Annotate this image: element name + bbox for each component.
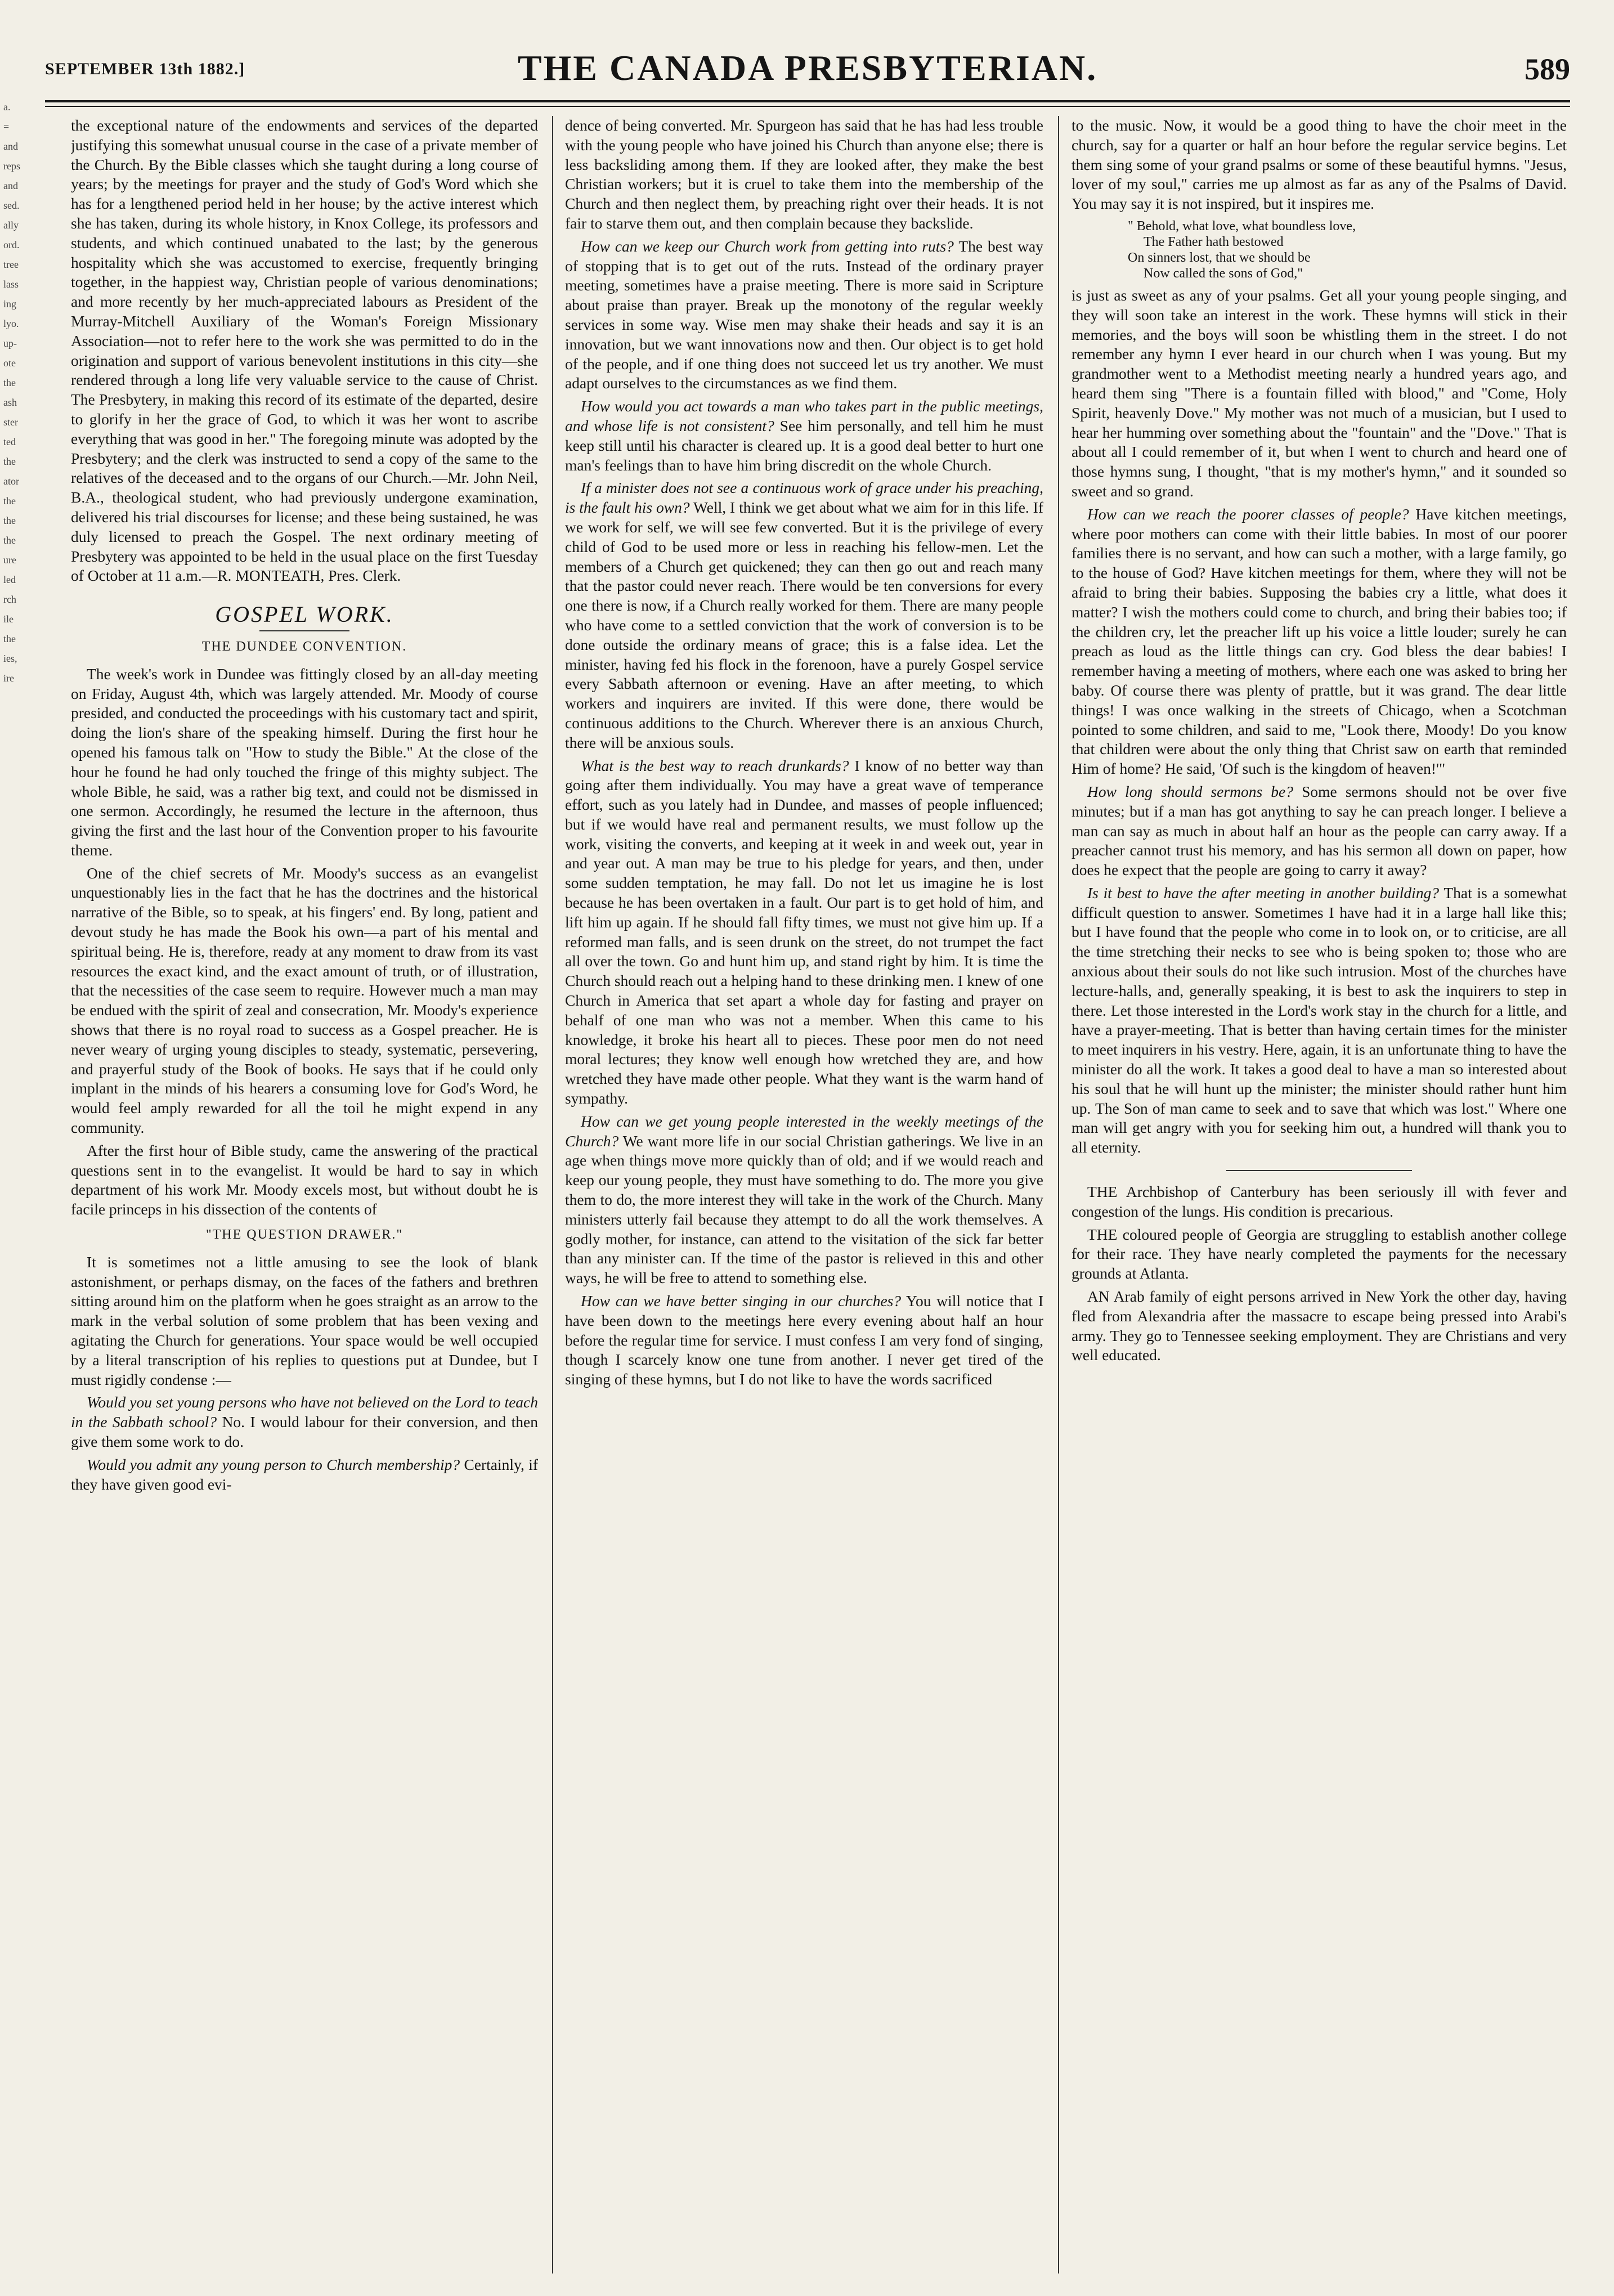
margin-fragment: ure [3, 554, 16, 566]
column-2 [565, 116, 1043, 2273]
column-divider-1 [552, 116, 553, 2273]
margin-fragment: led [3, 574, 16, 585]
margin-fragment: the [3, 535, 16, 546]
answer-text: That is a somewhat difficult question to answer. Sometimes I have had it in a large hall like this; but I have found that the people who come in to look on, or to criticise, are all the time stretching their necks to see who is being spoken to; those who are anxious about their souls do not like such intrusion. Most of the churches have lecture-halls, and, generally speaking, it is best to ask the inquirers to step in there. Let those interested in the Lord's work stay in the church for a little, and have a prayer-meeting. That is better than having certain times for the minister to meet inquirers in his vestry. Here, again, it is an unfortunate thing to have the minister do all the work. It takes a good deal to have a man so interested about his soul that he will hunt up the minister; the minister should rather hunt him up. The Son of man came to seek and to save that which was lost." Where one man will get angry with you for seeking him out, a hundred will thank you to all eternity. [1071, 884, 1567, 1156]
answer-text: See him personally, and tell him he must keep still until his character is cleared up. It is a good deal better to hurt one man's feelings than to have him bring discredit on the whole Church. [565, 416, 1043, 474]
margin-fragment: and [3, 141, 18, 152]
news-item: THE coloured people of Georgia are struggling to establish another college for their race. They have nearly completed the payments for the necessary grounds at Atlanta. [1071, 1225, 1567, 1282]
news-item: AN Arab family of eight persons arrived in New York the other day, having fled from Alexandria after the massacre to escape being pressed into Arabi's army. They go to Tennessee seeking employment. They are Christians and very well educated. [1071, 1288, 1567, 1364]
margin-fragment: the [3, 377, 16, 388]
margin-fragment: the [3, 495, 16, 506]
qa-item [565, 478, 1043, 752]
margin-fragment: ash [3, 397, 17, 408]
question-text: Is it best to have the after meeting in another building? [1087, 884, 1440, 902]
question-text: What is the best way to reach drunkards? [581, 756, 849, 774]
page-header [45, 44, 1570, 100]
news-item: THE Archbishop of Canterbury has been seriously ill with fever and congestion of the lungs. His condition is precarious. [1071, 1183, 1567, 1220]
poem-line: Now called the sons of God," [1144, 266, 1303, 281]
section-rule [259, 630, 349, 631]
left-margin-fragments [3, 101, 26, 2127]
margin-fragment: ted [3, 436, 16, 447]
answer-text: Well, I think we get about what we aim for in this life. If we work for self, we will see few converted. But it is the privilege of every child of God to be used more or less in reaching his fellow-men. Let the members of a Church get quickened; they can then go out and reach many that the pastor could never reach. There would be ten conversions for every one there is now, if a Church really worked for them. There are many people who have come to a settled conviction that the work of conversion is to be done outside the ordinary means of grace; this is a false idea. Let the minister, having fed his flock in the forenoon, have a purely Gospel service every Sabbath afternoon or evening. Have an after meeting, to which workers and inquirers are invited. If this were done, there would be continuous additions to the Church. Wherever there is an anxious Church, there will be anxious souls. [565, 499, 1043, 751]
question-text: Would you set young persons who have not believed on the Lord to teach in the Sabbath school? [71, 1393, 538, 1431]
newspaper-title: THE CANADA PRESBYTERIAN. [517, 48, 1098, 88]
question-drawer-heading: "THE QUESTION DRAWER." [205, 1227, 404, 1243]
qa-item [565, 397, 1043, 475]
margin-fragment: tree [3, 259, 19, 270]
question-text: How can we have better singing in our churches? [581, 1292, 902, 1310]
margin-fragment: the [3, 633, 16, 644]
header-rule-thick [45, 100, 1570, 102]
poem-line: The Father hath bestowed [1144, 234, 1284, 249]
question-text: How would you act towards a man who takes part in the public meetings, and whose life is not consistent? [565, 397, 1043, 434]
qa-item [1071, 884, 1567, 1158]
poem-line: On sinners lost, that we should be [1128, 250, 1311, 265]
qa-item [71, 1455, 538, 1495]
page-number: 589 [1525, 52, 1570, 86]
column-divider-2 [1058, 116, 1059, 2273]
margin-fragment: ord. [3, 239, 20, 250]
margin-fragment: lyo. [3, 318, 19, 329]
margin-fragment: reps [3, 160, 20, 172]
margin-fragment: ote [3, 357, 16, 369]
margin-fragment: lass [3, 279, 19, 290]
issue-date: SEPTEMBER 13th 1882.] [45, 60, 245, 78]
header-rule-thin [45, 106, 1570, 107]
qa-item [565, 237, 1043, 393]
article-paragraph: After the first hour of Bible study, came the answering of the practical questions sent in to the evangelist. It would be hard to say in which department of his work Mr. Moody excels most, but without doubt he is facile princeps in his dissection of the contents of [71, 1141, 538, 1218]
margin-fragment: ator [3, 476, 19, 487]
article-paragraph: The week's work in Dundee was fittingly closed by an all-day meeting on Friday, August 4th, which was largely attended. Mr. Moody of course presided, and conducted the proceedings with his customary tact and spirit, doing the lion's share of the speaking himself. During the first hour he opened his famous talk on "How to study the Bible." At the close of the hour he found he had only touched the fringe of this mighty subject. The whole Bible, he said, was a rather big text, and could not be dismissed in one sermon. Accordingly, he resumed the lecture in the afternoon, thus giving the first and the last hour of the Convention proper to his favourite theme. [71, 665, 538, 859]
margin-fragment: ally [3, 219, 19, 231]
answer-text: Certainly, if they have given good evi- [71, 1455, 538, 1493]
margin-fragment: ster [3, 416, 18, 428]
news-separator [1226, 1170, 1412, 1171]
answer-text: The best way of stopping that is to get out of the ruts. Instead of the ordinary prayer meeting, sometimes have a praise meeting. There is more said in Scripture about praise than prayer. Break up the monotony of the regular weekly services in some way. Wise men may shake their heads and say it is an innovation, but we want innovations now and then. Our object is to get hold of the people, and if one thing does not succeed let us try another. We must adapt ourselves to the circumstances as we find them. [565, 237, 1043, 392]
article-paragraph: It is sometimes not a little amusing to see the look of blank astonishment, or perhaps dismay, on the faces of the fathers and brethren sitting around him on the platform when he goes straight as an arrow to the mark in the verbal solution of some problem that has been vexing and agitating the Church for generations. Your space would be well occupied by a literal transcription of his replies to questions put at Dundee, but I must rigidly condense :— [71, 1253, 538, 1388]
margin-fragment: sed. [3, 200, 20, 211]
qa-item [1071, 505, 1567, 779]
question-text: How can we keep our Church work from getting into ruts? [581, 237, 954, 255]
margin-fragment: ile [3, 613, 14, 625]
answer-text: You will notice that I have been down to the meetings here every evening about half an hour before the regular time for service. I must confess I am very fond of singing, though I scarcely know one tune from another. I never get tired of the singing of these hymns, but I do not like to have the words sacrificed [565, 1292, 1043, 1388]
margin-fragment: the [3, 515, 16, 526]
margin-fragment: ire [3, 672, 14, 684]
article-subhead: THE DUNDEE CONVENTION. [201, 639, 407, 654]
article-paragraph: is just as sweet as any of your psalms. Get all your young people singing, and they will soon take an interest in the work. These hymns will stick in their memories, and the boys will soon be whistling them in the street. I do not remember any hymn I ever heard in our church when I was young. But my grandmother went to a Methodist meeting nearly a hundred years ago, and heard them sing "There is a fountain filled with blood," and "Come, Holy Spirit, heavenly Dove." My mother was not much of a musician, but I used to hear her humming over something about the "fountain" and the "Dove." That is about all I could remember of it, but when I went to church and heard one of those hymns sung, I thought, "that is my mother's hymn," and it sounded so sweet and so grand. [1071, 286, 1567, 500]
qa-item [565, 756, 1043, 1109]
article-paragraph: dence of being converted. Mr. Spurgeon has said that he has had less trouble with the young people who have joined his Church than anyone else; there is less backsliding among them. If they are looked after, they make the best Christian workers; but it is cruel to take them into the membership of the Church and then neglect them, by preaching right over their heads. It is not fair to starve them out, and then complain because they backslide. [565, 116, 1043, 232]
margin-fragment: ies, [3, 653, 17, 664]
margin-fragment: rch [3, 594, 16, 605]
qa-item [565, 1112, 1043, 1288]
margin-fragment: = [3, 121, 10, 132]
qa-item [1071, 782, 1567, 880]
answer-text: No. I would labour for their conversion, and then give them some work to do. [71, 1413, 538, 1450]
qa-item [71, 1393, 538, 1451]
question-text: Would you admit any young person to Church membership? [87, 1455, 460, 1473]
presbytery-minute-text: the exceptional nature of the endowments and services of the departed justifying this somewhat unusual course in the case of a private member of the Church. By the Bible classes which she taught during a long course of years; by the meetings for prayer and the study of God's Word which she has for a lengthened period held in her house; by the active interest which she has taken, during its whole history, in Knox College, its professors and students, and which continued unabated to the last; by the generous hospitality which she was accustomed to exercise, frequently bringing together, in the happiest way, Christian people of various denominations; and more recently by her much-appreciated labours as President of the Murray-Mitchell Auxiliary of the Woman's Foreign Missionary Association—not to refer here to the work she was permitted to do in the origination and support of various benevolent institutions in this city—she rendered through a long life very valuable service to the cause of Christ. The Presbytery, in making this record of its estimate of the departed, desire to glorify in her the grace of God, to which it was her wont to ascribe everything that was good in her." The foregoing minute was adopted by the Presbytery; and the clerk was instructed to send a copy of the same to the relatives of the deceased and to the organs of our Church.—Mr. John Neil, B.A., theological student, who had previously undergone examination, delivered his trial discourses for license; and these being sustained, he was duly licensed to preach the Gospel. The next ordinary meeting of Presbytery was appointed to be held in the usual place on the first Tuesday of October at 11 a.m.—R. MONTEATH, Pres. Clerk. [71, 116, 538, 585]
margin-fragment: ing [3, 298, 17, 310]
answer-text: I know of no better way than going after them individually. You may have a great wave of temperance effort, such as you lately had in Dundee, and masses of people influenced; but if we would have real and permanent results, we must follow up the work, visiting the converts, and keeping at it week in and week out, year in and year out. A man may be true to his pledge for years, and then, under some sudden temptation, he may fall. Do not let us imagine he is lost because he has been overtaken in a fault. Our part is to get hold of him, and lift him up again. If he should fall fifty times, we must not give him up. If a reformed man falls, and is seen drunk on the street, do not trumpet the fact all over the town. Go and hunt him up, and stand right by him. It is time the Church should reach out a helping hand to these drinking men. I knew of one Church in America that set apart a whole day for fasting and prayer on behalf of one man who was not a member. When this came to his knowledge, it broke his heart all to pieces. These poor men do not need moral lectures; they know well enough how wretched they are, and how wretched they have made other people. What they want is the warm hand of sympathy. [565, 756, 1043, 1107]
poem-line: " Behold, what love, what boundless love, [1128, 218, 1356, 234]
qa-item [565, 1292, 1043, 1389]
question-text: If a minister does not see a continuous work of grace under his preaching, is the fault his own? [565, 479, 1043, 517]
answer-text: Have kitchen meetings, where poor mothers can come with their little babies. In most of our poorer families there is no servant, and how can such a mother, with a large family, go to the house of God? Have kitchen meetings for them, where they will not be afraid to bring their babies. Supposing the babies cry a little, what does it matter? I wish the mothers could come to church, and bring their babies too; if the children cry, let the preacher lift up his voice a little louder; surely he can preach as loud as the little things can cry. God bless the dear babies! I remember having a meeting of mothers, where each one was asked to bring her baby. Of course there was plenty of prattle, but it was grand. The dear little things! I was once walking in the streets of Chicago, when a Scotchman pointed to some children, and said to me, "Look there, Moody! Do you know that children were about the only thing that Christ saw on earth that reminded Him of home? He said, 'Of such is the kingdom of heaven!'" [1071, 505, 1567, 778]
column-3 [1071, 116, 1567, 2273]
hymn-quote [1128, 218, 1567, 281]
answer-text: Some sermons should not be over five minutes; but if a man has got anything to say he can preach longer. I believe a man can say as much in about half an hour as the people can carry away. If a preacher cannot trust his memory, and has his sermon all down on paper, how does he expect that the people are going to carry it away? [1071, 782, 1567, 879]
question-text: How long should sermons be? [1087, 782, 1293, 800]
margin-fragment: the [3, 456, 16, 467]
answer-text: We want more life in our social Christian gatherings. We live in an age when things move more quickly than of old; and if we would reach and keep our young people, they must have something to do. The more you give them to do, the more interest they will take in the work of the Church. Many ministers utterly fail because they attempt to do all the work themselves. A godly mother, for instance, can attend to the visitation of the sick far better than any minister can. If the time of the pastor is relieved in this and other ways, he will be free to attend to something else. [565, 1132, 1043, 1287]
margin-fragment: up- [3, 338, 17, 349]
margin-fragment: a. [3, 101, 11, 113]
margin-fragment: and [3, 180, 18, 191]
question-text: How can we reach the poorer classes of people? [1087, 505, 1409, 523]
column-1 [71, 116, 538, 2273]
section-title: GOSPEL WORK. [215, 602, 394, 627]
article-paragraph: One of the chief secrets of Mr. Moody's success as an evangelist unquestionably lies in the fact that he has the doctrines and the historical narrative of the Bible, so to speak, at his fingers' end. By long, patient and devout study he has made the Book his own—a part of his mental and spiritual being. He is, therefore, ready at any moment to draw from its vast resources the exact kind, and the exact amount of truth, or of illustration, that the necessities of the case seem to require. However much a man may be endued with the spirit of zeal and consecration, Mr. Moody's experience shows that there is no royal road to success as a Gospel preacher. He is never weary of urging young disciples to steady, systematic, persevering, and prayerful study of the Book of books. He says that if he could only implant in the minds of his hearers a consuming love for God's Word, he would feel amply rewarded for all the toil he might expend in any community. [71, 864, 538, 1137]
article-paragraph: to the music. Now, it would be a good thing to have the choir meet in the church, say for a quarter or half an hour before the regular service begins. Let them sing some of your grand psalms or some of these beautiful hymns. "Jesus, lover of my soul," carries me up almost as far as any of the Psalms of David. You may say it is not inspired, but it inspires me. [1071, 116, 1567, 213]
question-text: How can we get young people interested in the weekly meetings of the Church? [565, 1112, 1043, 1150]
